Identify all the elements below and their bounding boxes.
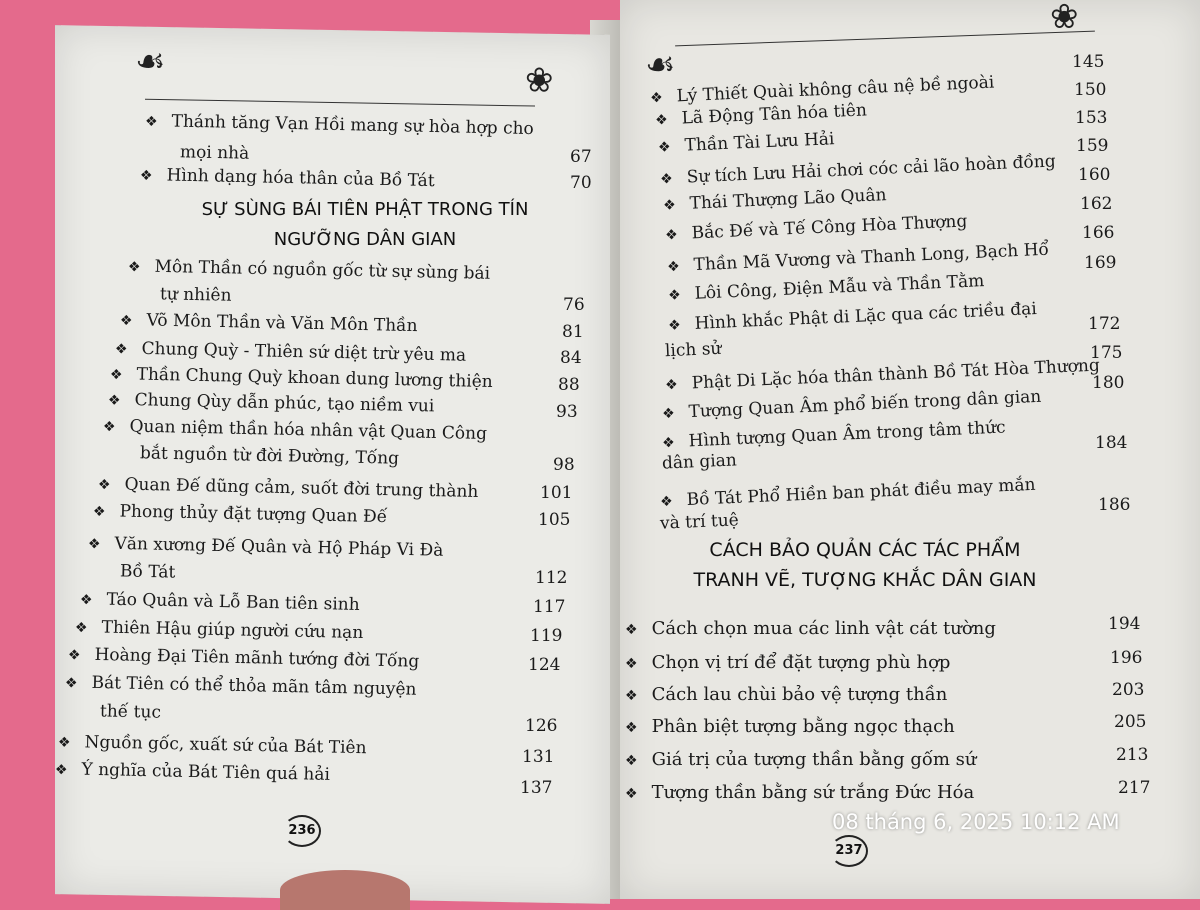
bullet-icon: ❖ bbox=[625, 753, 638, 769]
right-toc-page-number: 186 bbox=[1098, 495, 1131, 515]
right-toc-entry-title: Bắc Đế và Tế Công Hòa Thượng bbox=[691, 211, 968, 244]
left-toc-page-number: 119 bbox=[530, 626, 563, 646]
bullet-icon: ❖ bbox=[654, 112, 669, 129]
right-toc-page-number: 145 bbox=[1072, 52, 1105, 72]
care-toc-entry-title: Cách chọn mua các linh vật cát tường bbox=[651, 618, 996, 639]
left-section-title bbox=[185, 195, 545, 255]
left-toc-entry-title: tự nhiên bbox=[159, 284, 232, 306]
left-toc-page-number: 84 bbox=[560, 348, 582, 368]
bullet-icon: ❖ bbox=[74, 619, 88, 637]
care-toc-entry-title: Cách lau chùi bảo vệ tượng thần bbox=[651, 684, 948, 705]
right-toc-page-number: 162 bbox=[1080, 194, 1113, 214]
left-toc-page-number: 76 bbox=[563, 295, 585, 315]
left-toc-page-number: 81 bbox=[562, 322, 584, 342]
right-toc-entry-title: Bồ Tát Phổ Hiền ban phát điều may mắn bbox=[686, 474, 1036, 511]
left-toc-entry-title: Nguồn gốc, xuất sứ của Bát Tiên bbox=[84, 732, 367, 759]
bullet-icon: ❖ bbox=[139, 167, 153, 185]
right-toc-page-number: 153 bbox=[1075, 108, 1108, 128]
right-toc-page-number: 180 bbox=[1092, 373, 1125, 393]
left-toc-page-number: 124 bbox=[528, 655, 561, 675]
right-toc-page-number: 160 bbox=[1078, 165, 1111, 185]
right-toc-page-number: 175 bbox=[1090, 343, 1123, 363]
left-toc-entry-title: Môn Thần có nguồn gốc từ sự sùng bái bbox=[154, 256, 491, 284]
right-toc-entry-title: dân gian bbox=[661, 450, 738, 474]
left-toc-entry bbox=[180, 142, 250, 163]
right-toc-entry-title: Thần Mã Vương và Thanh Long, Bạch Hổ bbox=[693, 239, 1050, 276]
right-toc-entry-title: lịch sử bbox=[664, 338, 722, 362]
bullet-icon: ❖ bbox=[54, 762, 68, 779]
bullet-icon: ❖ bbox=[661, 405, 676, 423]
bullet-icon: ❖ bbox=[661, 434, 676, 452]
bullet-icon: ❖ bbox=[97, 477, 111, 494]
bullet-icon: ❖ bbox=[625, 720, 638, 736]
right-toc-page-number: 172 bbox=[1088, 314, 1121, 334]
bullet-icon: ❖ bbox=[79, 592, 93, 609]
right-toc-entry-title: Tượng Quan Âm phổ biến trong dân gian bbox=[688, 386, 1042, 423]
care-toc-entry bbox=[625, 618, 996, 639]
bullet-icon: ❖ bbox=[67, 647, 81, 664]
left-toc-entry-title: Chung Quỳ - Thiên sứ diệt trừ yêu ma bbox=[141, 338, 467, 366]
left-toc-page-number: 93 bbox=[556, 402, 578, 422]
right-toc-entry-title: Thái Thượng Lão Quân bbox=[689, 185, 887, 214]
right-section-title-line1: CÁCH BẢO QUẢN CÁC TÁC PHẨM bbox=[709, 539, 1021, 561]
right-toc-page-number: 159 bbox=[1076, 136, 1109, 156]
bullet-icon: ❖ bbox=[144, 113, 158, 131]
care-toc-page-number: 217 bbox=[1118, 778, 1151, 798]
left-toc-entry-title: Hình dạng hóa thân của Bồ Tát bbox=[166, 165, 435, 192]
right-toc-entry bbox=[660, 510, 740, 533]
finger bbox=[280, 870, 410, 910]
left-toc-entry-title: Quan Đế dũng cảm, suốt đời trung thành bbox=[124, 474, 479, 502]
care-toc-page-number: 213 bbox=[1116, 745, 1149, 765]
bullet-icon: ❖ bbox=[92, 503, 106, 521]
bullet-icon: ❖ bbox=[625, 622, 638, 638]
left-toc-entry-title: Quan niệm thần hóa nhân vật Quan Công bbox=[129, 416, 488, 445]
bullet-icon: ❖ bbox=[625, 656, 638, 672]
left-toc-page-number: 67 bbox=[570, 147, 592, 167]
right-toc-page-number: 166 bbox=[1082, 223, 1115, 243]
care-toc-page-number: 196 bbox=[1110, 648, 1143, 668]
bullet-icon: ❖ bbox=[657, 139, 672, 156]
right-toc-page-number: 150 bbox=[1074, 80, 1107, 100]
bullet-icon: ❖ bbox=[667, 317, 682, 335]
care-toc-page-number: 203 bbox=[1112, 680, 1145, 700]
care-toc-entry bbox=[625, 684, 947, 705]
right-toc-entry bbox=[665, 339, 722, 361]
left-toc-entry-title: Hoàng Đại Tiên mãnh tướng đời Tống bbox=[94, 644, 420, 672]
bullet-icon: ❖ bbox=[625, 786, 638, 802]
right-toc-entry-title: Lã Động Tân hóa tiên bbox=[681, 100, 868, 129]
left-toc-page-number: 98 bbox=[553, 455, 575, 475]
right-toc-entry-title: Hình tượng Quan Âm trong tâm thức bbox=[688, 417, 1006, 452]
left-toc-page-number: 112 bbox=[535, 568, 568, 588]
left-toc-entry bbox=[120, 561, 176, 582]
left-toc-entry-title: Táo Quân và Lỗ Ban tiên sinh bbox=[106, 589, 360, 615]
page-number-left: 236 bbox=[283, 815, 321, 847]
left-section-title-line1: SỰ SÙNG BÁI TIÊN PHẬT TRONG TÍN bbox=[201, 199, 529, 220]
left-toc-page-number: 126 bbox=[525, 716, 558, 736]
left-toc-entry-title: mọi nhà bbox=[179, 142, 250, 164]
header-rule bbox=[675, 31, 1095, 47]
right-toc-entry-title: Thần Tài Lưu Hải bbox=[684, 129, 835, 156]
left-toc-page-number: 88 bbox=[558, 375, 580, 395]
bullet-icon: ❖ bbox=[625, 688, 638, 704]
right-section-title-line2: TRANH VẼ, TƯỢNG KHẮC DÂN GIAN bbox=[693, 569, 1037, 591]
care-toc-entry-title: Chọn vị trí để đặt tượng phù hợp bbox=[651, 652, 951, 673]
left-toc-entry bbox=[100, 701, 161, 722]
left-toc-entry-title: Bát Tiên có thể thỏa mãn tâm nguyện bbox=[91, 672, 417, 700]
left-section-title-line2: NGƯỠNG DÂN GIAN bbox=[273, 229, 457, 250]
left-toc-entry-title: Thần Chung Quỳ khoan dung lương thiện bbox=[136, 364, 493, 393]
bullet-icon: ❖ bbox=[64, 675, 78, 692]
care-toc-entry bbox=[625, 749, 977, 770]
bullet-icon: ❖ bbox=[659, 171, 674, 188]
right-section-title bbox=[665, 535, 1065, 595]
bullet-icon: ❖ bbox=[114, 341, 128, 358]
left-toc-entry bbox=[160, 284, 232, 305]
care-toc-page-number: 205 bbox=[1114, 712, 1147, 732]
left-toc-page-number: 137 bbox=[520, 778, 553, 798]
care-toc-entry-title: Phân biệt tượng bằng ngọc thạch bbox=[651, 716, 955, 737]
photo-timestamp: 08 tháng 6, 2025 10:12 AM bbox=[832, 810, 1120, 834]
bullet-icon: ❖ bbox=[119, 312, 133, 330]
care-toc-page-number: 194 bbox=[1108, 614, 1141, 634]
right-toc-entry-title: Sự tích Lưu Hải chơi cóc cải lão hoàn đồng bbox=[686, 151, 1057, 188]
right-toc-entry-title: và trí tuệ bbox=[659, 510, 740, 534]
left-toc-page-number: 105 bbox=[538, 510, 571, 530]
care-toc-entry bbox=[625, 782, 974, 803]
left-toc-entry-title: Chung Qùy dẫn phúc, tạo niềm vui bbox=[134, 390, 435, 417]
right-toc-entry-title: Hình khắc Phật di Lặc qua các triều đại bbox=[694, 298, 1038, 334]
lotus-figure-icon: ❀ bbox=[1050, 0, 1079, 37]
header-rule bbox=[145, 99, 535, 107]
right-toc-entry bbox=[662, 450, 738, 473]
bullet-icon: ❖ bbox=[102, 418, 116, 436]
right-toc-entry-title: Lôi Công, Điện Mẫu và Thần Tằm bbox=[694, 271, 985, 304]
care-toc-entry bbox=[625, 716, 955, 737]
bullet-icon: ❖ bbox=[667, 287, 682, 304]
bullet-icon: ❖ bbox=[664, 227, 679, 244]
bullet-icon: ❖ bbox=[662, 197, 677, 214]
bullet-icon: ❖ bbox=[666, 258, 681, 276]
left-toc-entry-title: Thiên Hậu giúp người cứu nạn bbox=[101, 617, 364, 644]
left-toc-entry-title: Ý nghĩa của Bát Tiên quá hải bbox=[81, 759, 331, 785]
care-toc-entry-title: Tượng thần bằng sứ trắng Đức Hóa bbox=[651, 782, 975, 803]
left-toc-entry-title: Võ Môn Thần và Văn Môn Thần bbox=[146, 310, 418, 337]
bullet-icon: ❖ bbox=[57, 734, 71, 752]
right-toc-page-number: 184 bbox=[1095, 433, 1128, 453]
bullet-icon: ❖ bbox=[659, 493, 674, 511]
left-toc-page-number: 101 bbox=[540, 483, 573, 503]
left-toc-entry-title: bắt nguồn từ đời Đường, Tống bbox=[139, 443, 400, 469]
right-toc-entry-title: Lý Thiết Quài không câu nệ bề ngoài bbox=[676, 72, 995, 107]
left-toc-page-number: 117 bbox=[533, 597, 566, 617]
page-number-right: 237 bbox=[830, 835, 868, 867]
left-toc-entry-title: Phong thủy đặt tượng Quan Đế bbox=[119, 501, 388, 528]
bullet-icon: ❖ bbox=[664, 376, 679, 394]
left-toc-entry-title: Bồ Tát bbox=[119, 561, 176, 583]
care-toc-entry-title: Giá trị của tượng thần bằng gốm sứ bbox=[651, 749, 977, 770]
lotus-figure-icon: ☙ bbox=[645, 45, 676, 85]
left-toc-entry-title: thế tục bbox=[99, 701, 162, 723]
left-toc-page-number: 131 bbox=[522, 747, 555, 767]
bullet-icon: ❖ bbox=[109, 366, 123, 384]
bullet-icon: ❖ bbox=[107, 392, 121, 409]
bullet-icon: ❖ bbox=[127, 259, 141, 276]
bullet-icon: ❖ bbox=[649, 89, 664, 107]
lotus-figure-icon: ❀ bbox=[525, 60, 554, 101]
care-toc-entry bbox=[625, 652, 950, 673]
left-toc-entry-title: Văn xương Đế Quân và Hộ Pháp Vi Đà bbox=[114, 533, 444, 561]
right-toc-entry-title: Phật Di Lặc hóa thân thành Bồ Tát Hòa Thượng bbox=[691, 355, 1101, 394]
lotus-figure-icon: ☙ bbox=[135, 41, 166, 83]
left-toc-entry-title: Thánh tăng Vạn Hồi mang sự hòa hợp cho bbox=[171, 111, 534, 140]
right-toc-page-number: 169 bbox=[1084, 253, 1117, 273]
bullet-icon: ❖ bbox=[87, 536, 101, 553]
left-toc-page-number: 70 bbox=[570, 173, 592, 193]
